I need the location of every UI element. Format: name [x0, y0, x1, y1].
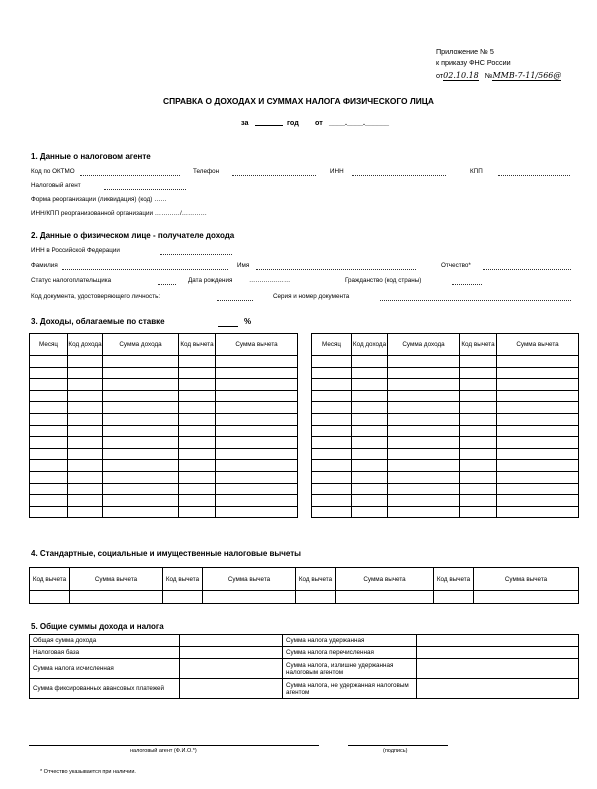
income-cell[interactable] [68, 495, 103, 507]
period-date-field[interactable]: ____.____.______ [329, 118, 389, 127]
income-cell[interactable] [460, 437, 497, 449]
income-cell[interactable] [179, 495, 216, 507]
section1-heading: 1. Данные о налоговом агенте [31, 152, 151, 161]
income-cell[interactable] [68, 471, 103, 483]
table-row [312, 356, 579, 368]
income-cell[interactable] [216, 356, 298, 368]
income-cell[interactable] [216, 460, 298, 472]
income-cell[interactable] [497, 471, 579, 483]
deduction-cell[interactable] [163, 591, 203, 604]
income-cell[interactable] [179, 367, 216, 379]
income-cell[interactable] [30, 483, 68, 495]
income-cell[interactable] [388, 367, 460, 379]
income-cell[interactable] [30, 460, 68, 472]
income-cell[interactable] [460, 356, 497, 368]
deduction-cell[interactable] [203, 591, 296, 604]
table-row [30, 367, 298, 379]
tax-base-value[interactable] [180, 647, 283, 659]
tax-withheld-value[interactable] [417, 635, 579, 647]
income-cell[interactable] [352, 367, 388, 379]
birth-label: Дата рождения [188, 277, 233, 284]
income-cell[interactable] [103, 460, 179, 472]
col-month: Месяц [312, 334, 352, 356]
income-cell[interactable] [497, 367, 579, 379]
fixed-advance-label: Сумма фиксированных авансовых платежей [30, 679, 180, 699]
income-cell[interactable] [460, 483, 497, 495]
income-cell[interactable] [103, 471, 179, 483]
footnote: * Отчество указывается при наличии. [40, 769, 136, 775]
income-cell[interactable] [103, 483, 179, 495]
series-label: Серия и номер документа [273, 293, 350, 300]
income-cell[interactable] [216, 483, 298, 495]
total-income-value[interactable] [180, 635, 283, 647]
surname-label: Фамилия [31, 262, 58, 269]
income-cell[interactable] [352, 483, 388, 495]
signature-line[interactable] [348, 745, 448, 746]
col-income-sum: Сумма дохода [388, 334, 460, 356]
table-row [312, 402, 579, 414]
income-cell[interactable] [179, 483, 216, 495]
income-cell[interactable] [103, 495, 179, 507]
col-deduction-sum: Сумма вычета [497, 334, 579, 356]
col-deduction-sum: Сумма вычета [70, 568, 163, 591]
income-cell[interactable] [30, 367, 68, 379]
agent-inn-field[interactable] [352, 175, 446, 176]
income-cell[interactable] [68, 390, 103, 402]
inn-rf-field[interactable] [160, 254, 232, 255]
income-cell[interactable] [216, 495, 298, 507]
income-cell[interactable] [312, 413, 352, 425]
income-cell[interactable] [179, 402, 216, 414]
col-deduction-code: Код вычета [163, 568, 203, 591]
income-cell[interactable] [103, 506, 179, 518]
income-cell[interactable] [497, 379, 579, 391]
table-row [30, 356, 298, 368]
tax-calculated-label: Сумма налога исчисленная [30, 659, 180, 679]
col-deduction-code: Код вычета [30, 568, 70, 591]
table-row [312, 460, 579, 472]
income-cell[interactable] [497, 437, 579, 449]
oktmo-field[interactable] [80, 175, 180, 176]
section2-heading: 2. Данные о физическом лице - получателе дохода [31, 231, 235, 240]
col-deduction-code: Код вычета [179, 334, 216, 356]
table-row [30, 390, 298, 402]
appendix-line2: к приказу ФНС России [436, 58, 511, 67]
kpp-field[interactable] [498, 175, 570, 176]
income-cell[interactable] [497, 506, 579, 518]
income-cell[interactable] [497, 460, 579, 472]
tax-calculated-value[interactable] [180, 659, 283, 679]
income-cell[interactable] [68, 425, 103, 437]
series-field[interactable] [380, 300, 571, 301]
income-cell[interactable] [216, 402, 298, 414]
income-cell[interactable] [312, 367, 352, 379]
income-cell[interactable] [460, 471, 497, 483]
table-row [30, 402, 298, 414]
period-year-label: год [287, 118, 299, 127]
income-cell[interactable] [497, 495, 579, 507]
phone-label: Телефон [193, 168, 220, 175]
income-cell[interactable] [388, 379, 460, 391]
income-cell[interactable] [388, 356, 460, 368]
income-cell[interactable] [103, 413, 179, 425]
table-row [30, 437, 298, 449]
income-cell[interactable] [103, 367, 179, 379]
appendix-number-label: № [484, 71, 493, 80]
agent-field[interactable] [104, 189, 186, 190]
patronymic-field[interactable] [483, 269, 571, 270]
income-cell[interactable] [179, 379, 216, 391]
income-cell[interactable] [30, 448, 68, 460]
income-cell[interactable] [30, 437, 68, 449]
income-cell[interactable] [312, 506, 352, 518]
income-cell[interactable] [68, 506, 103, 518]
income-cell[interactable] [179, 356, 216, 368]
income-cell[interactable] [30, 506, 68, 518]
section5-heading: 5. Общие суммы дохода и налога [31, 622, 164, 631]
appendix-date-handwritten: 02.10.18 [443, 71, 479, 80]
income-cell[interactable] [68, 413, 103, 425]
income-cell[interactable] [497, 483, 579, 495]
income-cell[interactable] [352, 448, 388, 460]
table-row [312, 471, 579, 483]
col-income-sum: Сумма дохода [103, 334, 179, 356]
income-cell[interactable] [312, 379, 352, 391]
col-deduction-code: Код вычета [296, 568, 336, 591]
col-deduction-code: Код вычета [434, 568, 474, 591]
agent-inn-label: ИНН [330, 168, 344, 175]
table-row [30, 379, 298, 391]
income-cell[interactable] [352, 437, 388, 449]
id-code-field[interactable] [217, 300, 253, 301]
income-cell[interactable] [179, 448, 216, 460]
reorg-form-label [31, 196, 167, 203]
income-cell[interactable] [312, 460, 352, 472]
income-cell[interactable] [179, 460, 216, 472]
income-cell[interactable] [179, 390, 216, 402]
status-field[interactable] [158, 284, 176, 285]
income-cell[interactable] [388, 471, 460, 483]
tax-withheld-label: Сумма налога удержанная [283, 635, 417, 647]
income-cell[interactable] [216, 367, 298, 379]
income-cell[interactable] [216, 425, 298, 437]
deduction-cell[interactable] [296, 591, 336, 604]
period-za: за [241, 118, 249, 127]
income-table-right [311, 333, 579, 518]
income-cell[interactable] [30, 356, 68, 368]
col-month: Месяц [30, 334, 68, 356]
income-cell[interactable] [312, 448, 352, 460]
income-cell[interactable] [103, 379, 179, 391]
table-row [312, 425, 579, 437]
table-row [312, 379, 579, 391]
income-cell[interactable] [312, 425, 352, 437]
col-deduction-sum: Сумма вычета [336, 568, 434, 591]
income-cell[interactable] [497, 402, 579, 414]
income-cell[interactable] [68, 460, 103, 472]
patronymic-label: Отчество* [441, 262, 471, 269]
income-cell[interactable] [312, 356, 352, 368]
section3-heading: 3. Доходы, облагаемые по ставке [31, 317, 165, 326]
income-cell[interactable] [179, 506, 216, 518]
reorg-inn-field[interactable]: …………/………… [154, 210, 207, 217]
income-cell[interactable] [388, 495, 460, 507]
income-cell[interactable] [352, 390, 388, 402]
appendix-line3 [436, 71, 561, 80]
income-cell[interactable] [68, 437, 103, 449]
income-cell[interactable] [216, 390, 298, 402]
income-cell[interactable] [30, 379, 68, 391]
table-row [312, 506, 579, 518]
income-cell[interactable] [388, 390, 460, 402]
period-from-label: от [315, 118, 323, 127]
oktmo-label: Код по ОКТМО [31, 168, 75, 175]
income-cell[interactable] [30, 390, 68, 402]
income-cell[interactable] [312, 495, 352, 507]
citizenship-label: Гражданство (код страны) [345, 277, 422, 284]
table-row [30, 448, 298, 460]
appendix-from-label: от [436, 71, 444, 80]
income-cell[interactable] [352, 495, 388, 507]
deduction-cell[interactable] [336, 591, 434, 604]
income-cell[interactable] [68, 483, 103, 495]
income-cell[interactable] [460, 413, 497, 425]
table-row [312, 495, 579, 507]
col-income-code: Код дохода [68, 334, 103, 356]
income-cell[interactable] [216, 413, 298, 425]
income-cell[interactable] [103, 356, 179, 368]
income-cell[interactable] [352, 471, 388, 483]
income-cell[interactable] [179, 437, 216, 449]
income-cell[interactable] [352, 460, 388, 472]
income-cell[interactable] [30, 471, 68, 483]
income-cell[interactable] [103, 402, 179, 414]
income-cell[interactable] [497, 425, 579, 437]
income-cell[interactable] [30, 495, 68, 507]
tax-overwithheld-value[interactable] [417, 659, 579, 679]
agent-signature-line[interactable] [29, 745, 319, 746]
income-cell[interactable] [460, 367, 497, 379]
kpp-label: КПП [470, 168, 483, 175]
col-deduction-sum: Сумма вычета [474, 568, 579, 591]
income-cell[interactable] [388, 460, 460, 472]
income-cell[interactable] [312, 402, 352, 414]
income-cell[interactable] [352, 379, 388, 391]
tax-transferred-label: Сумма налога перечисленная [283, 647, 417, 659]
income-cell[interactable] [388, 506, 460, 518]
income-cell[interactable] [179, 471, 216, 483]
income-cell[interactable] [179, 425, 216, 437]
deductions-table [29, 567, 579, 604]
table-row [312, 413, 579, 425]
income-cell[interactable] [460, 495, 497, 507]
table-row [312, 483, 579, 495]
income-cell[interactable] [352, 356, 388, 368]
income-cell[interactable] [216, 471, 298, 483]
birth-field[interactable]: …….…….…… [249, 277, 291, 284]
reorg-form-text: Форма реорганизации (ликвидация) (код) [31, 196, 153, 203]
deduction-cell[interactable] [474, 591, 579, 604]
tax-overwithheld-label: Сумма налога, излишне удержанная налоговым агентом [283, 659, 417, 679]
income-cell[interactable] [460, 379, 497, 391]
income-cell[interactable] [388, 425, 460, 437]
table-row [30, 460, 298, 472]
income-cell[interactable] [68, 367, 103, 379]
reorg-inn-text: ИНН/КПП реорганизованной организации [31, 210, 154, 217]
income-cell[interactable] [30, 413, 68, 425]
income-cell[interactable] [68, 356, 103, 368]
income-cell[interactable] [216, 448, 298, 460]
income-cell[interactable] [312, 471, 352, 483]
income-cell[interactable] [460, 390, 497, 402]
tax-not-withheld-value[interactable] [417, 679, 579, 699]
agent-label: Налоговый агент [31, 182, 81, 189]
tax-base-label: Налоговая база [30, 647, 180, 659]
table-row [30, 495, 298, 507]
reorg-inn-label [31, 210, 207, 217]
income-cell[interactable] [68, 402, 103, 414]
income-cell[interactable] [497, 413, 579, 425]
deduction-cell[interactable] [70, 591, 163, 604]
period-year-field[interactable] [255, 125, 283, 126]
income-cell[interactable] [388, 402, 460, 414]
col-income-code: Код дохода [352, 334, 388, 356]
rate-field[interactable] [218, 326, 238, 327]
appendix-number-handwritten: ММВ-7-11/566@ [492, 71, 562, 80]
income-cell[interactable] [388, 448, 460, 460]
income-cell[interactable] [216, 437, 298, 449]
col-deduction-sum: Сумма вычета [216, 334, 298, 356]
income-cell[interactable] [103, 437, 179, 449]
name-field[interactable] [256, 269, 416, 270]
income-cell[interactable] [460, 425, 497, 437]
income-cell[interactable] [388, 437, 460, 449]
income-cell[interactable] [312, 437, 352, 449]
income-cell[interactable] [30, 402, 68, 414]
income-cell[interactable] [460, 460, 497, 472]
table-row [30, 413, 298, 425]
citizenship-field[interactable] [452, 284, 482, 285]
income-table-left [29, 333, 298, 518]
income-cell[interactable] [312, 483, 352, 495]
signature-label: (подпись) [383, 748, 408, 754]
table-row [312, 390, 579, 402]
table-row [30, 471, 298, 483]
table-row [312, 367, 579, 379]
deduction-cell[interactable] [434, 591, 474, 604]
income-cell[interactable] [30, 425, 68, 437]
page-title: СПРАВКА О ДОХОДАХ И СУММАХ НАЛОГА ФИЗИЧЕСКОГО ЛИЦА [163, 96, 434, 106]
id-code-label: Код документа, удостоверяющего личность: [31, 293, 161, 300]
income-cell[interactable] [460, 448, 497, 460]
table-row [312, 448, 579, 460]
appendix-line1: Приложение № 5 [436, 47, 494, 56]
tax-not-withheld-label: Сумма налога, не удержанная налоговым агентом [283, 679, 417, 699]
agent-signature-label: налоговый агент (Ф.И.О.*) [130, 748, 197, 754]
income-cell[interactable] [497, 356, 579, 368]
income-cell[interactable] [352, 425, 388, 437]
table-row [30, 506, 298, 518]
rate-percent: % [244, 317, 252, 326]
totals-table [29, 634, 579, 699]
inn-rf-label: ИНН в Российской Федерации [31, 247, 120, 254]
income-cell[interactable] [460, 402, 497, 414]
income-cell[interactable] [216, 379, 298, 391]
income-cell[interactable] [68, 379, 103, 391]
section4-heading: 4. Стандартные, социальные и имущественные налоговые вычеты [31, 549, 301, 558]
income-cell[interactable] [352, 413, 388, 425]
total-income-label: Общая сумма дохода [30, 635, 180, 647]
col-deduction-sum: Сумма вычета [203, 568, 296, 591]
income-cell[interactable] [216, 506, 298, 518]
phone-field[interactable] [232, 175, 316, 176]
income-cell[interactable] [497, 390, 579, 402]
income-cell[interactable] [103, 425, 179, 437]
income-cell[interactable] [103, 390, 179, 402]
tax-transferred-value[interactable] [417, 647, 579, 659]
income-cell[interactable] [352, 506, 388, 518]
income-cell[interactable] [460, 506, 497, 518]
surname-field[interactable] [62, 269, 228, 270]
income-cell[interactable] [103, 448, 179, 460]
table-row [312, 437, 579, 449]
income-cell[interactable] [312, 390, 352, 402]
income-cell[interactable] [388, 483, 460, 495]
table-row [30, 483, 298, 495]
income-cell[interactable] [497, 448, 579, 460]
income-cell[interactable] [179, 413, 216, 425]
table-row [30, 425, 298, 437]
income-cell[interactable] [352, 402, 388, 414]
col-deduction-code: Код вычета [460, 334, 497, 356]
income-cell[interactable] [388, 413, 460, 425]
reorg-form-field[interactable]: …… [154, 196, 167, 203]
deduction-cell[interactable] [30, 591, 70, 604]
name-label: Имя [237, 262, 250, 269]
status-label: Статус налогоплательщика [31, 277, 112, 284]
fixed-advance-value[interactable] [180, 679, 283, 699]
income-cell[interactable] [68, 448, 103, 460]
